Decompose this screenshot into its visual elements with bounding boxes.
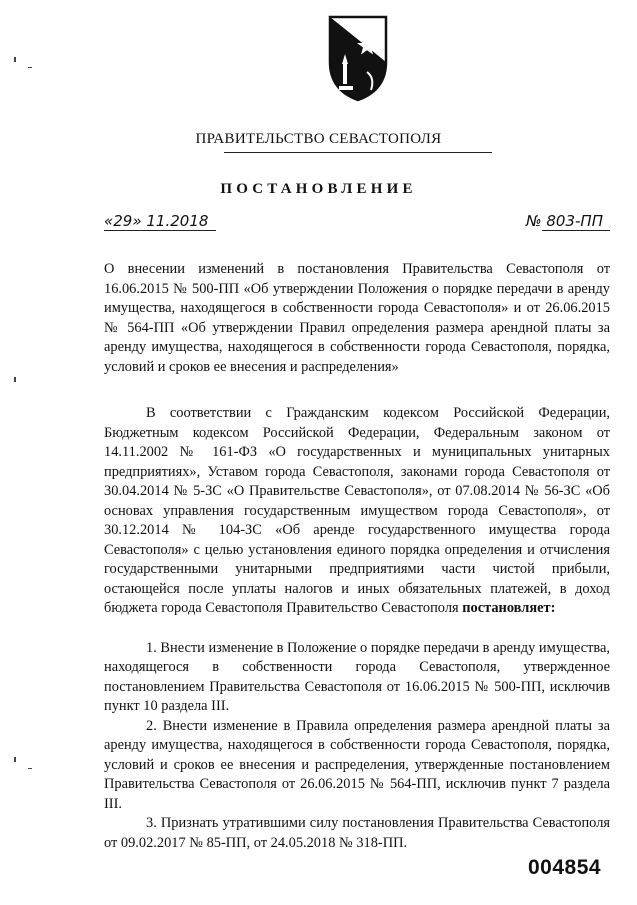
scan-mark bbox=[28, 67, 32, 68]
list-item: 1. Внести изменение в Положение о порядке передачи в аренду имущества, находящегося в собственности города Севастополя, утвержденное постановлением Правительства Севастополя от 16.06.2015 № 500-ПП, исключив пункт 10 раздела III. bbox=[104, 639, 610, 714]
resolves-keyword: постановляет: bbox=[462, 600, 556, 616]
preamble bbox=[104, 404, 610, 619]
scan-mark bbox=[14, 757, 16, 762]
resolution-items bbox=[104, 639, 610, 854]
list-item: 2. Внести изменение в Правила определения размера арендной платы за аренду имущества, находящегося в собственности города Севастополя, порядка, условий и сроков ее внесения и распределения, утвержденные постановлением Правительства Севастополя от 26.06.2015 № 564-ПП, исключив пункт 7 раздела III. bbox=[104, 717, 610, 812]
document-number: № 803-ПП bbox=[526, 212, 603, 230]
date-underline bbox=[104, 230, 216, 231]
government-name: ПРАВИТЕЛЬСТВО СЕВАСТОПОЛЯ bbox=[195, 131, 442, 147]
number-underline bbox=[542, 230, 610, 231]
serial-number: 004854 bbox=[528, 856, 602, 879]
scan-mark bbox=[14, 57, 16, 62]
list-item: 3. Признать утратившими силу постановления Правительства Севастополя от 09.02.2017 № 85-ПП, от 24.05.2018 № 318-ПП. bbox=[104, 815, 610, 851]
document-date: «29» 11.2018 bbox=[104, 212, 209, 230]
document-body bbox=[104, 404, 610, 853]
preamble-text: В соответствии с Гражданским кодексом Российской Федерации, Бюджетным кодексом Российской Федерации, Федеральным законом от 14.11.2002 № 161-ФЗ «О государственных и муниципальных унитарных предприятиях», Уставом города Севастополя, законами города Севастополя от 30.04.2014 № 5-ЗС «О Правительстве Севастополя», от 07.08.2014 № 56-ЗС «Об основах управления государственным имуществом города Севастополя», от 30.12.2014 № 104-ЗС «Об аренде государственного имущества города Севастополя» с целью установления единого порядка определения и отчисления государственными унитарными предприятиями части чистой прибыли, остающейся после уплаты налогов и иных обязательных платежей, в доход бюджета города Севастополя Правительство Севастополя bbox=[104, 405, 610, 616]
scan-mark bbox=[28, 768, 32, 769]
document-type: ПОСТАНОВЛЕНИЕ bbox=[220, 181, 417, 197]
scan-mark bbox=[14, 377, 16, 382]
document-subject: О внесении изменений в постановления Правительства Севастополя от 16.06.2015 № 500-ПП «Об утверждении Положения о порядке передачи в аренду имущества, находящегося в собственности города Севастополя» и от 26.06.2015 № 564-ПП «Об утверждении Правил определения размера арендной платы за аренду имущества, находящегося в собственности города Севастополя, порядка, условий и сроков ее внесения и распределения» bbox=[104, 261, 610, 375]
sevastopol-coat-of-arms-icon bbox=[327, 14, 389, 102]
header-divider bbox=[224, 152, 492, 153]
